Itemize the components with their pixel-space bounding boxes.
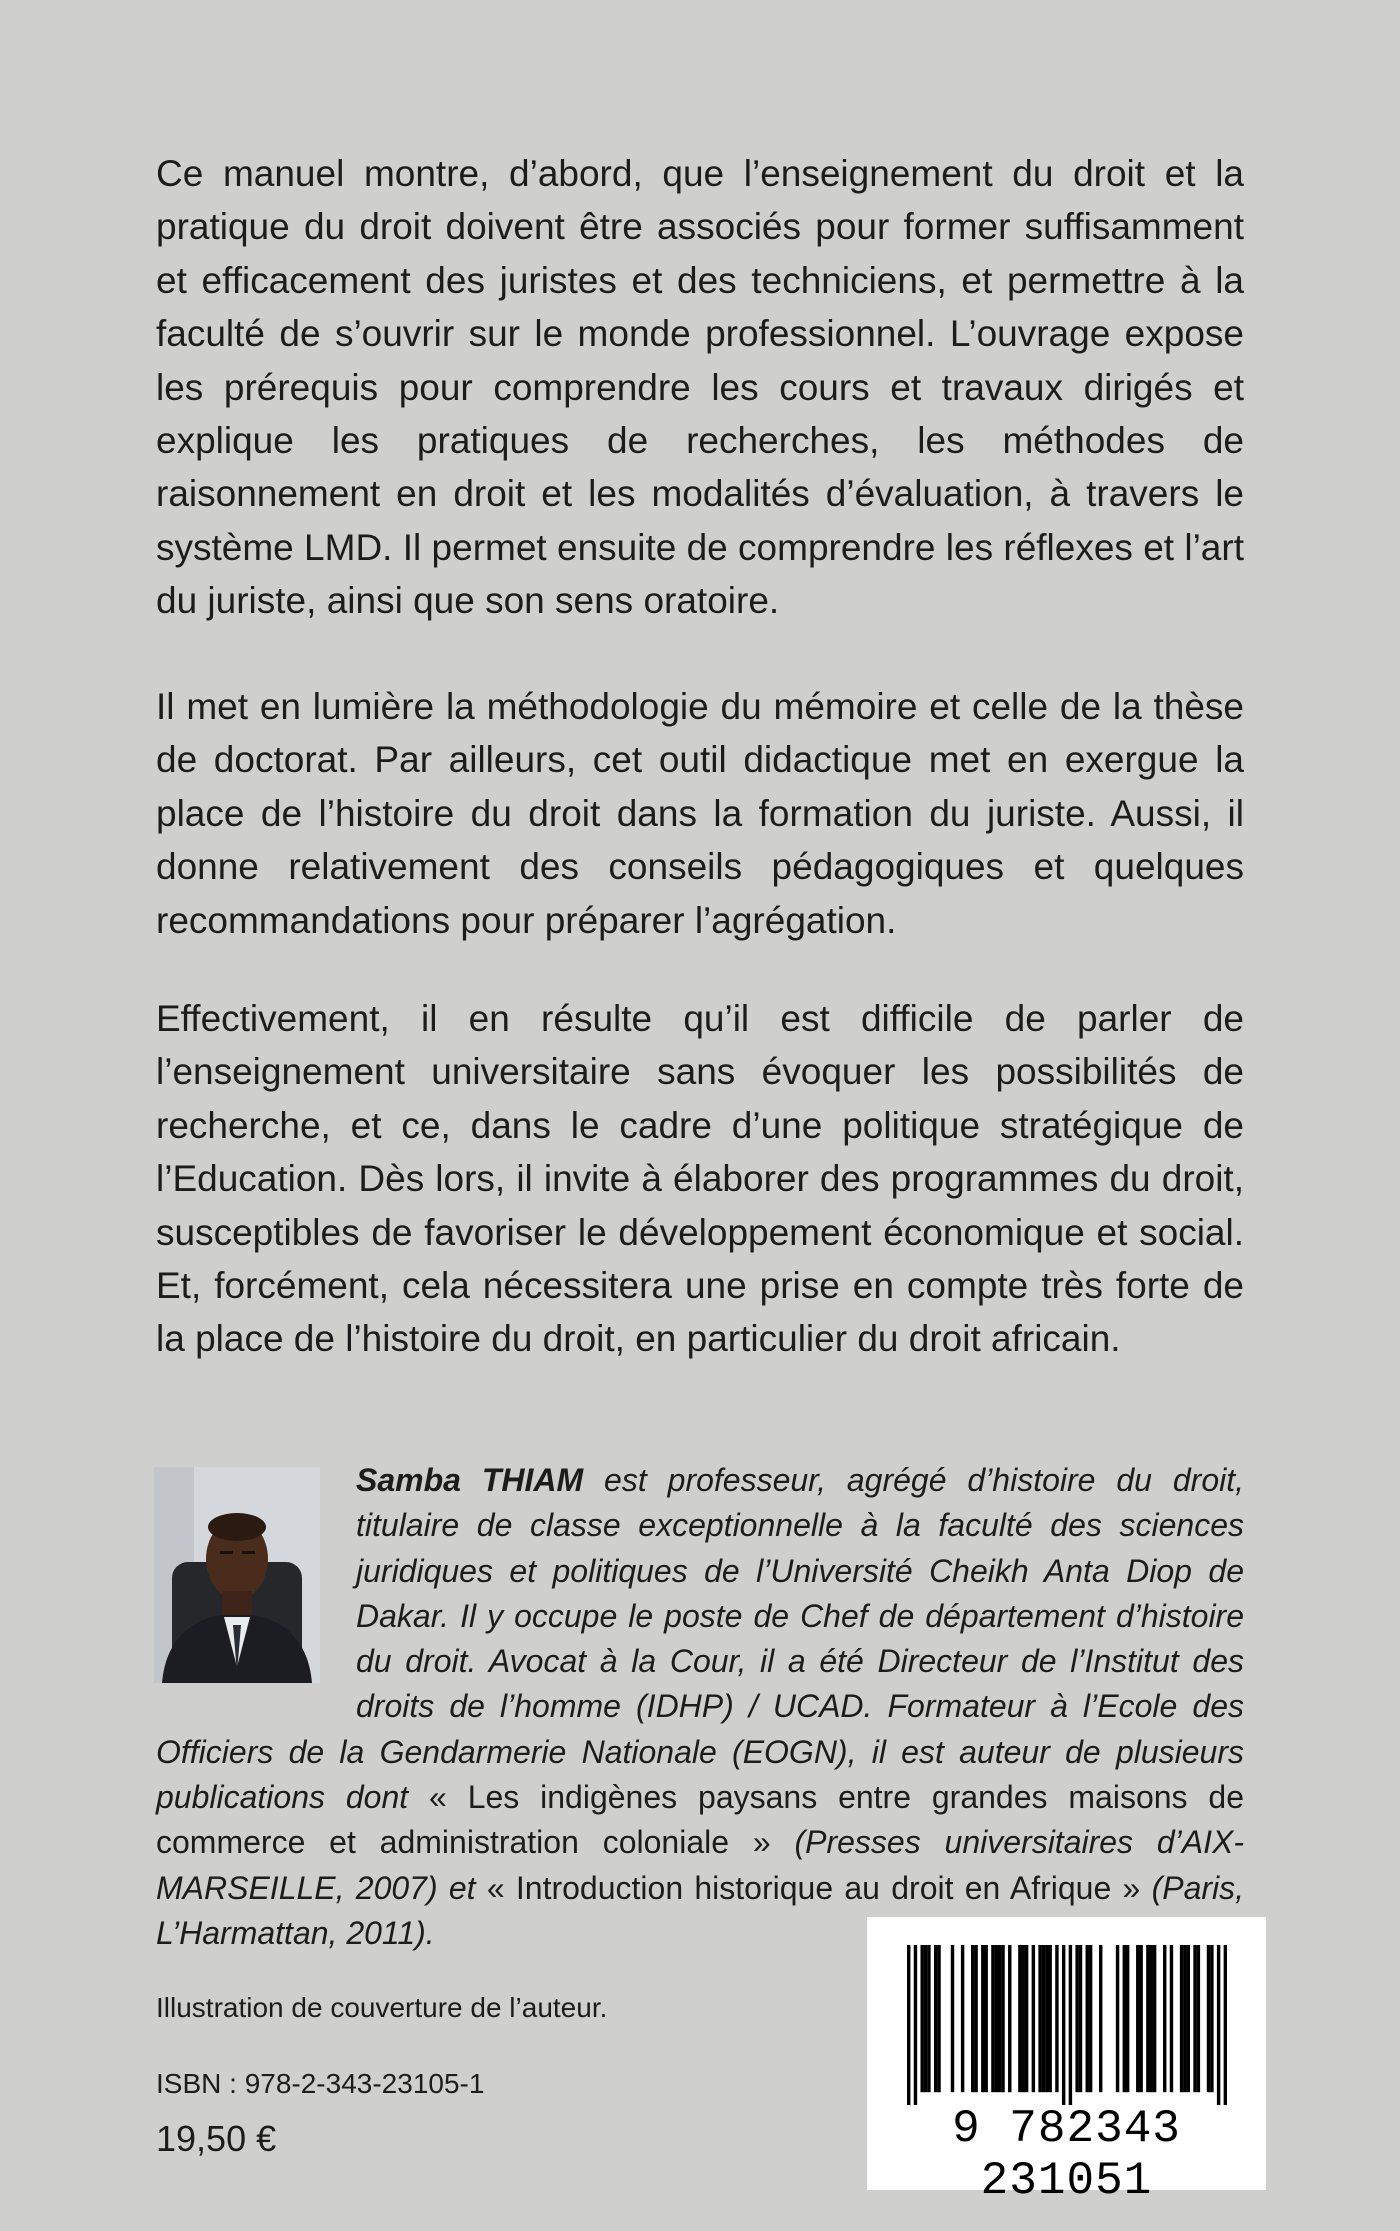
barcode-bar xyxy=(1025,1945,1028,2092)
barcode-bar xyxy=(1224,1945,1227,2105)
barcode-bars xyxy=(907,1945,1227,2105)
barcode-bar xyxy=(1001,1945,1004,2092)
barcode-bar xyxy=(1062,1945,1065,2105)
barcode-bar xyxy=(1197,1945,1200,2092)
barcode-bar xyxy=(1116,1945,1119,2092)
book-title-1: « Les indigènes paysans entre grandes maisons de commerce et administration coloniale » xyxy=(156,1779,1245,1861)
barcode-bar xyxy=(1136,1945,1139,2092)
barcode-bar xyxy=(1170,1945,1173,2092)
barcode-bar xyxy=(1193,1945,1196,2092)
barcode-bar xyxy=(984,1945,987,2092)
barcode-bar xyxy=(1055,1945,1058,2092)
barcode-bar xyxy=(924,1945,927,2092)
author-biography xyxy=(156,1458,1244,1956)
barcode-bar xyxy=(1042,1945,1045,2092)
barcode-bar xyxy=(1163,1945,1166,2092)
barcode-bar xyxy=(1126,1945,1129,2092)
barcode-bar xyxy=(1146,1945,1149,2092)
barcode-bar xyxy=(1048,1945,1051,2092)
barcode-bar xyxy=(1180,1945,1183,2092)
barcode-bar xyxy=(907,1945,910,2105)
barcode-bar xyxy=(991,1945,994,2092)
barcode-bar xyxy=(1008,1945,1011,2092)
barcode-digits: 9 782343 231051 xyxy=(952,2103,1181,2207)
barcode-bar xyxy=(1079,1945,1082,2092)
photo-spacer xyxy=(156,1458,356,1718)
barcode-bar xyxy=(1139,1945,1142,2092)
barcode-bar xyxy=(920,1945,923,2092)
illustration-credit: Illustration de couverture de l’auteur. xyxy=(156,1992,608,2023)
barcode-bar xyxy=(1022,1945,1025,2092)
barcode-bar xyxy=(998,1945,1001,2092)
barcode-bar xyxy=(1217,1945,1220,2105)
barcode-bar xyxy=(1086,1945,1089,2092)
barcode-bar xyxy=(974,1945,977,2092)
barcode-bar xyxy=(1210,1945,1213,2092)
barcode-bar xyxy=(1150,1945,1153,2092)
barcode-bar xyxy=(971,1945,974,2092)
barcode-bar xyxy=(1018,1945,1021,2092)
blurb-paragraph-2: Il met en lumière la méthodologie du mémoire et celle de la thèse de doctorat. Par ailleurs, cet outil didactique met en exergue la place de l’histoire du droit dans la formation du juriste. Aussi, il donne relativement des conseils pédagogiques et quelques recommandations pour préparer l’agrégation. xyxy=(156,686,1244,941)
barcode-bar xyxy=(995,1945,998,2092)
barcode-bar xyxy=(1187,1945,1190,2092)
barcode-bar xyxy=(1153,1945,1156,2092)
barcode-bar xyxy=(1045,1945,1048,2092)
barcode-bar xyxy=(914,1945,917,2105)
book-publisher-2: (Paris, L’Harmattan, 2011). xyxy=(156,1869,1245,1951)
book-title-2: « Introduction historique au droit en Afrique » xyxy=(475,1869,1152,1906)
barcode-bar xyxy=(1123,1945,1126,2092)
barcode-bar xyxy=(927,1945,930,2092)
barcode-bar xyxy=(1069,1945,1072,2105)
barcode-bar xyxy=(937,1945,940,2092)
barcode xyxy=(867,1917,1266,2207)
author-name: Samba THIAM xyxy=(356,1462,584,1498)
price-label: 19,50 € xyxy=(156,2118,277,2159)
barcode-bar xyxy=(951,1945,954,2092)
barcode-bar xyxy=(1099,1945,1102,2092)
barcode-bar xyxy=(1089,1945,1092,2092)
blurb-paragraph-1: Ce manuel montre, d’abord, que l’enseignement du droit et la pratique du droit doivent être associés pour former suffisamment et efficacement des juristes et des techniciens, et permettre à la faculté de s’ouvrir sur le monde professionnel. L’ouvrage expose les prérequis pour comprendre les cours et travaux dirigés et explique les pratiques de recherches, les méthodes de raisonnement en droit et les modalités d’évaluation, à travers le système LMD. Il permet ensuite de comprendre les réflexes et l’art du juriste, ainsi que son sens oratoire. xyxy=(156,153,1244,622)
blurb-paragraph-3: Effectivement, il en résulte qu’il est difficile de parler de l’enseignement universitaire sans évoquer les possibilités de recherche, et ce, dans le cadre d’une politique stratégique de l’Education. Dès lors, il invite à élaborer des programmes du droit, susceptibles de favoriser le développement économique et social. Et, forcément, cela nécessitera une prise en compte très forte de la place de l’histoire du droit, en particulier du droit africain. xyxy=(156,998,1244,1360)
barcode-bar xyxy=(981,1945,984,2092)
author-bio-text: est professeur, agrégé d’histoire du droit, titulaire de classe exceptionnelle à la faculté des sciences juridiques et politiques de l’Université Cheikh Anta Diop de Dakar. Il y occupe le poste de Chef de département d’histoire du droit. Avocat à la Cour, il a été Directeur de l’Institut des droits de l’homme (IDHP) / UCAD. Formateur à l’Ecole des Officiers de la Gendarmerie Nationale (EOGN), il est auteur de plusieurs publications dont xyxy=(156,1462,1245,1816)
book-publisher-1: (Presses universitaires d’AIX-MARSEILLE, 2007) et xyxy=(156,1824,1245,1906)
barcode-bar xyxy=(934,1945,937,2092)
barcode-bar xyxy=(1038,1945,1041,2092)
barcode-bar xyxy=(1075,1945,1078,2092)
barcode-bar xyxy=(961,1945,964,2092)
barcode-bar xyxy=(1183,1945,1186,2092)
barcode-bar xyxy=(1032,1945,1035,2092)
isbn-label: ISBN : 978-2-343-23105-1 xyxy=(156,2068,485,2099)
barcode-bar xyxy=(1207,1945,1210,2092)
